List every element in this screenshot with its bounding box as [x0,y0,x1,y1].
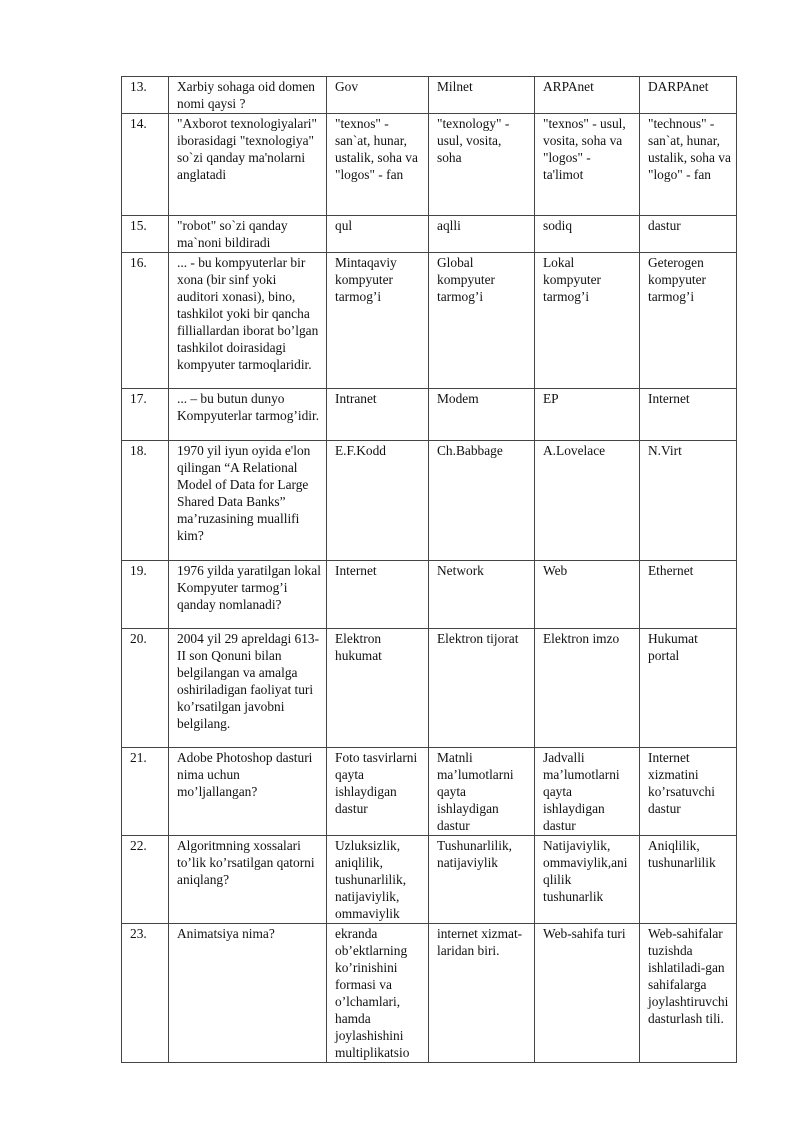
answer-option-a: "texnos" - san`at, hunar, ustalik, soha va "logos" - fan [327,114,429,216]
answer-option-c: Lokal kompyuter tarmog’i [535,253,640,389]
answer-option-b: Network [429,561,535,629]
answer-option-c: sodiq [535,216,640,253]
question-text: ... – bu butun dunyo Kompyuterlar tarmog’idir. [169,389,327,441]
answer-option-d: Aniqlilik, tushunarlilik [640,836,737,924]
table-row [122,114,737,216]
question-text: "robot" so`zi qanday ma`noni bildiradi [169,216,327,253]
answer-option-c: Web-sahifa turi [535,924,640,1063]
question-number: 19. [122,561,169,629]
table-row [122,253,737,389]
answer-option-d: Geterogen kompyuter tarmog’i [640,253,737,389]
answer-option-b: aqlli [429,216,535,253]
answer-option-c: Web [535,561,640,629]
table-row [122,748,737,836]
answer-option-d: Ethernet [640,561,737,629]
answer-option-b: internet xizmat-laridan biri. [429,924,535,1063]
table-row [122,389,737,441]
answer-option-a: Foto tasvirlarni qayta ishlaydigan dastur [327,748,429,836]
answer-option-a: Uzluksizlik, aniqlilik, tushunarlilik, natijaviylik, ommaviylik [327,836,429,924]
question-number: 21. [122,748,169,836]
answer-option-c: A.Lovelace [535,441,640,561]
question-text: 2004 yil 29 apreldagi 613-II son Qonuni bilan belgilangan va amalga oshiriladigan faoliyat turi ko’rsatilgan javobni belgilang. [169,629,327,748]
answer-option-c: "texnos" - usul, vosita, soha va "logos" - ta'limot [535,114,640,216]
question-text: Adobe Photoshop dasturi nima uchun mo’ljallangan? [169,748,327,836]
answer-option-b: Tushunarlilik, natijaviylik [429,836,535,924]
question-number: 14. [122,114,169,216]
question-text: 1976 yilda yaratilgan lokal Kompyuter tarmog’i qanday nomlanadi? [169,561,327,629]
answer-option-c: Jadvalli ma’lumotlarni qayta ishlaydigan dastur [535,748,640,836]
answer-option-d: Internet xizmatini ko’rsatuvchi dastur [640,748,737,836]
question-text: "Axborot texnologiyalari" iborasidagi "texnologiya" so`zi qanday ma'nolarni anglatadi [169,114,327,216]
answer-option-a: qul [327,216,429,253]
question-number: 15. [122,216,169,253]
answer-option-b: Matnli ma’lumotlarni qayta ishlaydigan dastur [429,748,535,836]
answer-option-c: Elektron imzo [535,629,640,748]
answer-option-a: ekranda ob’ektlarning ko’rinishini formasi va o’lchamlari, hamda joylashishini multiplikatsio [327,924,429,1063]
answer-option-a: Mintaqaviy kompyuter tarmog’i [327,253,429,389]
table-row [122,836,737,924]
answer-option-d: Hukumat portal [640,629,737,748]
table-row [122,629,737,748]
answer-option-d: DARPAnet [640,77,737,114]
answer-option-a: Internet [327,561,429,629]
answer-option-c: ARPAnet [535,77,640,114]
answer-option-b: Ch.Babbage [429,441,535,561]
answer-option-d: "technous" - san`at, hunar, ustalik, soha va "logo" - fan [640,114,737,216]
answer-option-b: Elektron tijorat [429,629,535,748]
question-number: 13. [122,77,169,114]
answer-option-d: N.Virt [640,441,737,561]
answer-option-a: Gov [327,77,429,114]
question-text: ... - bu kompyuterlar bir xona (bir sinf yoki auditori xonasi), bino, tashkilot yoki bir qancha filliallardan iborat bo’lgan tashkilot doirasidagi kompyuter tarmoqlaridir. [169,253,327,389]
answer-option-b: Modem [429,389,535,441]
table-row [122,77,737,114]
question-number: 22. [122,836,169,924]
question-number: 23. [122,924,169,1063]
answer-option-d: dastur [640,216,737,253]
question-number: 20. [122,629,169,748]
answer-option-b: "texnology" - usul, vosita, soha [429,114,535,216]
answer-option-d: Web-sahifalar tuzishda ishlatiladi-gan sahifalarga joylashtiruvchi dasturlash tili. [640,924,737,1063]
answer-option-a: Elektron hukumat [327,629,429,748]
table-row [122,561,737,629]
question-text: 1970 yil iyun oyida e'lon qilingan “A Relational Model of Data for Large Shared Data Banks” ma’ruzasining muallifi kim? [169,441,327,561]
answer-option-b: Milnet [429,77,535,114]
answer-option-c: EP [535,389,640,441]
table-row [122,924,737,1063]
question-number: 17. [122,389,169,441]
quiz-table [121,76,737,1063]
table-row [122,441,737,561]
table-row [122,216,737,253]
question-text: Animatsiya nima? [169,924,327,1063]
answer-option-b: Global kompyuter tarmog’i [429,253,535,389]
question-number: 16. [122,253,169,389]
question-text: Xarbiy sohaga oid domen nomi qaysi ? [169,77,327,114]
question-text: Algoritmning xossalari to’lik ko’rsatilgan qatorni aniqlang? [169,836,327,924]
answer-option-d: Internet [640,389,737,441]
question-number: 18. [122,441,169,561]
answer-option-a: E.F.Kodd [327,441,429,561]
answer-option-c: Natijaviylik, ommaviylik,aniqlilik tushunarlik [535,836,640,924]
answer-option-a: Intranet [327,389,429,441]
